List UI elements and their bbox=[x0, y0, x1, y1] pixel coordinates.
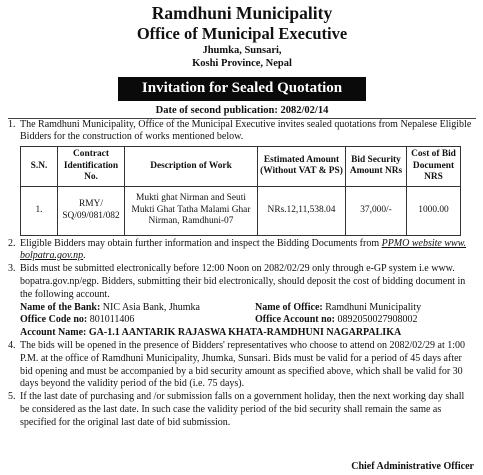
address-line-2: Koshi Province, Nepal bbox=[192, 57, 292, 69]
paragraph-3 bbox=[8, 263, 476, 301]
col-header-sn: S.N. bbox=[21, 147, 58, 186]
office-account-number: Office Account no: 0892050027908002 bbox=[255, 314, 418, 326]
col-header-bid-security: Bid Security Amount NRs bbox=[346, 147, 407, 186]
paragraph-number: 4. bbox=[8, 339, 16, 351]
paragraph-number: 5. bbox=[8, 391, 16, 403]
paragraph-text: Bids must be submitted electronically before 12:00 Noon on 2082/02/29 only through e-GP system i.e www. bopatra.gov.np/egp. Bidders, submitting their bid electronically, should deposit the cost of bidding document in the following account. bbox=[20, 263, 466, 300]
cell-estimated-amount: NRs.12,11,538.04 bbox=[258, 186, 346, 235]
paragraph-2 bbox=[8, 238, 476, 264]
cell-sn: 1. bbox=[21, 186, 58, 235]
paragraph-text-start: Eligible Bidders may obtain further information and inspect the Bidding Documents from bbox=[20, 237, 382, 249]
signature-title: Chief Administrative Officer bbox=[351, 461, 474, 472]
cell-contract-id: RMY/ SQ/09/081/082 bbox=[58, 186, 125, 235]
col-header-contract-id: Contract Identification No. bbox=[58, 147, 125, 186]
works-table bbox=[20, 146, 461, 235]
address-line-1: Jhumka, Sunsari, bbox=[202, 45, 282, 57]
ppmo-website-link[interactable]: PPMO website www. bolpatra.gov.np bbox=[20, 237, 467, 262]
notice-header bbox=[8, 4, 476, 70]
notice-title-banner: Invitation for Sealed Quotation bbox=[118, 77, 366, 101]
col-header-description: Description of Work bbox=[125, 147, 258, 186]
paragraph-5 bbox=[8, 391, 476, 429]
bank-details bbox=[20, 302, 476, 340]
paragraph-text: The bids will be opened in the presence of Bidders' representatives who choose to attend on 2082/02/29 at 1:00 P.M. at the office of Ramdhuni Municipality, Jhumka, Sunsari. Bids must be valid for a period of 45 days after bid opening and must be accompanied by a bid security amount as specified above, which shall be valid for 30 days beyond the validity period of the bid (i.e. 75 days). bbox=[20, 339, 466, 390]
paragraph-text-end: . bbox=[83, 250, 86, 262]
paragraph-number: 3. bbox=[8, 263, 16, 275]
office-name: Office of Municipal Executive bbox=[136, 23, 348, 43]
paragraph-number: 2. bbox=[8, 237, 16, 249]
table-header-row bbox=[21, 147, 461, 186]
table-row bbox=[21, 186, 461, 235]
office-code: Office Code no: 801011406 bbox=[20, 314, 135, 326]
paragraph-number: 1. bbox=[8, 118, 16, 130]
office-name-field: Name of Office: Ramdhuni Municipality bbox=[255, 301, 422, 313]
cell-bid-security: 37,000/- bbox=[346, 186, 407, 235]
cell-bid-doc-cost: 1000.00 bbox=[407, 186, 461, 235]
paragraph-text: If the last date of purchasing and /or submission falls on a government holiday, then the next working day shall be considered as the last date. In such case the validity period of the bid security shall remain the same as specified for the original last date of bid submission. bbox=[20, 391, 465, 428]
paragraph-text bbox=[20, 238, 476, 264]
col-header-estimated-amount: Estimated Amount (Without VAT & PS) bbox=[258, 147, 346, 186]
cell-description: Mukti ghat Nirman and Seuti Mukti Ghat Tatha Malami Ghar Nirman, Ramdhuni-07 bbox=[125, 186, 258, 235]
bank-name: Name of the Bank: NIC Asia Bank, Jhumka bbox=[20, 301, 200, 313]
col-header-bid-doc-cost: Cost of Bid Document NRS bbox=[407, 147, 461, 186]
publication-date: Date of second publication: 2082/02/14 bbox=[155, 104, 329, 116]
paragraph-1 bbox=[8, 119, 476, 145]
organization-name: Ramdhuni Municipality bbox=[151, 3, 333, 23]
account-name: Account Name: GA-1.1 AANTARIK RAJASWA KHATA-RAMDHUNI NAGARPALIKA bbox=[20, 327, 402, 339]
paragraph-4 bbox=[8, 340, 476, 391]
paragraph-text: The Ramdhuni Municipality, Office of the Municipal Executive invites sealed quotations from Nepalese Eligible Bidders for the construction of works mentioned below. bbox=[20, 118, 472, 143]
